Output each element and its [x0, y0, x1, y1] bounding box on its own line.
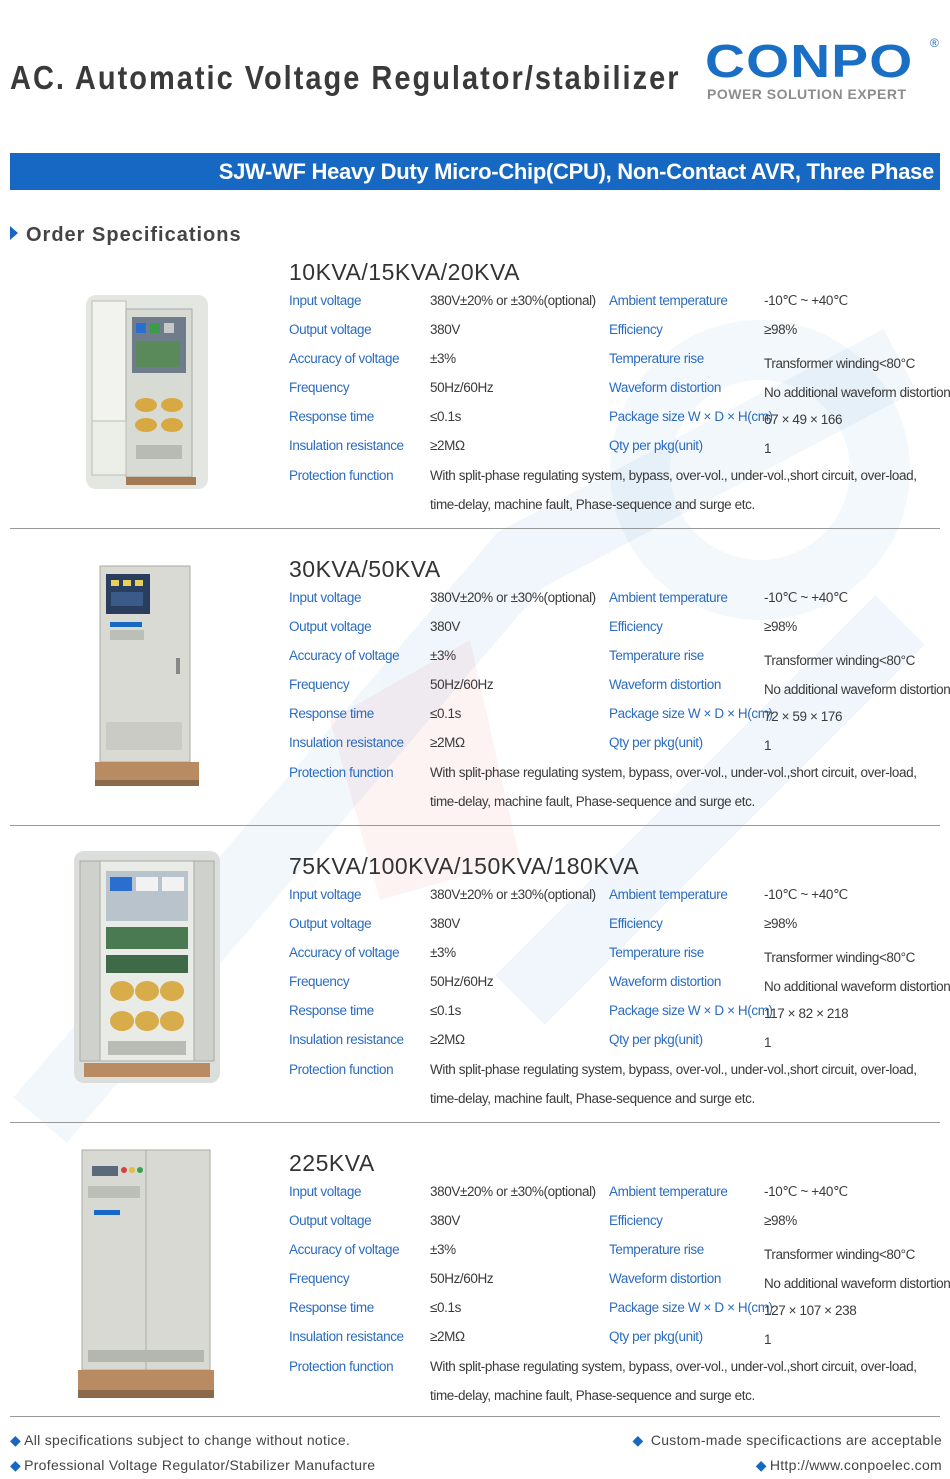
spec-value: 380V±20% or ±30%(optional): [430, 1184, 596, 1199]
spec-row: [0, 380, 950, 404]
spec-value-secondary: -10℃ ~ +40℃: [764, 887, 848, 902]
spec-value-secondary: -10℃ ~ +40℃: [764, 1184, 848, 1199]
spec-row: [0, 677, 950, 701]
protection-text: With split-phase regulating system, bypass, over-vol., under-vol.,short circuit, over-load,: [430, 1062, 917, 1077]
spec-label-secondary: Ambient temperature: [609, 1184, 728, 1199]
spec-value: 380V: [430, 916, 460, 931]
spec-label-secondary: Waveform distortion: [609, 974, 721, 989]
spec-value: ±3%: [430, 945, 456, 960]
spec-row: [0, 409, 950, 433]
footer-divider: [10, 1416, 940, 1417]
spec-value: ≤0.1s: [430, 706, 461, 721]
spec-label: Accuracy of voltage: [289, 945, 400, 960]
spec-value: 380V±20% or ±30%(optional): [430, 590, 596, 605]
spec-label: Output voltage: [289, 619, 372, 634]
spec-row: [0, 619, 950, 643]
spec-label: Response time: [289, 409, 374, 424]
spec-value-secondary: 72 × 59 × 176: [764, 709, 843, 724]
spec-value-secondary: Transformer winding<80°C: [764, 653, 915, 668]
spec-row: [0, 887, 950, 911]
spec-row: [0, 1032, 950, 1056]
spec-label: Response time: [289, 706, 374, 721]
logo-text: CONPO: [705, 35, 914, 87]
spec-row: [0, 706, 950, 730]
spec-label-secondary: Waveform distortion: [609, 1271, 721, 1286]
spec-row: [0, 1271, 950, 1295]
footer-note: [633, 1432, 942, 1449]
spec-value: ≤0.1s: [430, 1300, 461, 1315]
spec-label-secondary: Ambient temperature: [609, 293, 728, 308]
protection-text: With split-phase regulating system, bypass, over-vol., under-vol.,short circuit, over-load,: [430, 1359, 917, 1374]
protection-text: time-delay, machine fault, Phase-sequence and surge etc.: [430, 794, 755, 809]
spec-label: Input voltage: [289, 1184, 362, 1199]
spec-value-secondary: No additional waveform distortion: [764, 385, 950, 400]
spec-row: [0, 438, 950, 462]
spec-label-secondary: Waveform distortion: [609, 677, 721, 692]
spec-label: Insulation resistance: [289, 1329, 404, 1344]
spec-value: ≥2MΩ: [430, 1329, 465, 1344]
spec-label: Protection function: [289, 468, 394, 483]
spec-row: [0, 916, 950, 940]
spec-value: 380V±20% or ±30%(optional): [430, 293, 596, 308]
diamond-bullet-icon: ◆: [755, 1457, 767, 1473]
spec-row: [0, 351, 950, 375]
spec-value: 380V: [430, 619, 460, 634]
spec-value: 380V: [430, 1213, 460, 1228]
section-title: 75KVA/100KVA/150KVA/180KVA: [289, 853, 640, 879]
spec-value: 50Hz/60Hz: [430, 974, 494, 989]
spec-label: Response time: [289, 1003, 374, 1018]
logo-tagline: POWER SOLUTION EXPERT: [707, 86, 907, 102]
spec-label-secondary: Efficiency: [609, 1213, 663, 1228]
spec-label-secondary: Waveform distortion: [609, 380, 721, 395]
spec-label: Response time: [289, 1300, 374, 1315]
spec-value-secondary: 117 × 82 × 218: [764, 1006, 849, 1021]
spec-value-secondary: -10℃ ~ +40℃: [764, 590, 848, 605]
spec-row: [0, 648, 950, 672]
section-title: 30KVA/50KVA: [289, 556, 441, 582]
spec-value: 380V±20% or ±30%(optional): [430, 887, 596, 902]
page-title: AC. Automatic Voltage Regulator/stabilizer: [10, 60, 681, 97]
spec-value: ≤0.1s: [430, 1003, 461, 1018]
section-title: 225KVA: [289, 1150, 375, 1176]
spec-row: [0, 735, 950, 759]
spec-section-2: [0, 532, 950, 829]
spec-label-secondary: Package size W × D × H(cm): [609, 1003, 773, 1018]
spec-label: Insulation resistance: [289, 735, 404, 750]
spec-label: Input voltage: [289, 887, 362, 902]
spec-label: Protection function: [289, 1062, 394, 1077]
footer-note-text: Custom-made specificactions are acceptable: [650, 1432, 942, 1448]
spec-row: [0, 322, 950, 346]
website-url[interactable]: Http://www.conpoelec.com: [769, 1457, 942, 1473]
spec-value-secondary: No additional waveform distortion: [764, 1276, 950, 1291]
spec-label-secondary: Qty per pkg(unit): [609, 1329, 703, 1344]
spec-row: [0, 1003, 950, 1027]
spec-section-4: [0, 1126, 950, 1423]
section-divider: [10, 1122, 940, 1123]
spec-section-1: [0, 235, 950, 532]
spec-row: [0, 1184, 950, 1208]
brand-logo: [705, 36, 945, 102]
spec-row: [0, 1213, 950, 1237]
spec-label: Insulation resistance: [289, 438, 404, 453]
spec-label-secondary: Package size W × D × H(cm): [609, 706, 773, 721]
spec-value: 50Hz/60Hz: [430, 1271, 494, 1286]
spec-value: ±3%: [430, 351, 456, 366]
spec-label: Input voltage: [289, 590, 362, 605]
spec-label-secondary: Qty per pkg(unit): [609, 1032, 703, 1047]
spec-row: [0, 945, 950, 969]
spec-label: Protection function: [289, 765, 394, 780]
section-divider: [10, 528, 940, 529]
spec-value-secondary: 1: [764, 738, 772, 753]
spec-value-secondary: 1: [764, 1035, 772, 1050]
spec-value-secondary: Transformer winding<80°C: [764, 356, 915, 371]
spec-label-secondary: Temperature rise: [609, 351, 704, 366]
protection-text: With split-phase regulating system, bypass, over-vol., under-vol.,short circuit, over-load,: [430, 765, 917, 780]
spec-label: Insulation resistance: [289, 1032, 404, 1047]
protection-text: time-delay, machine fault, Phase-sequence and surge etc.: [430, 1388, 755, 1403]
spec-value-secondary: ≥98%: [764, 619, 797, 634]
spec-label: Accuracy of voltage: [289, 1242, 400, 1257]
protection-text: With split-phase regulating system, bypass, over-vol., under-vol.,short circuit, over-load,: [430, 468, 917, 483]
spec-label: Accuracy of voltage: [289, 351, 400, 366]
section-title: 10KVA/15KVA/20KVA: [289, 259, 520, 285]
spec-label-secondary: Qty per pkg(unit): [609, 735, 703, 750]
spec-value-secondary: Transformer winding<80°C: [764, 950, 915, 965]
spec-label: Frequency: [289, 974, 350, 989]
spec-label-secondary: Qty per pkg(unit): [609, 438, 703, 453]
spec-value-secondary: Transformer winding<80°C: [764, 1247, 915, 1262]
diamond-bullet-icon: ◆: [10, 1457, 22, 1473]
spec-label-secondary: Ambient temperature: [609, 590, 728, 605]
spec-value: ≤0.1s: [430, 409, 461, 424]
spec-value: 50Hz/60Hz: [430, 677, 494, 692]
spec-value-secondary: 67 × 49 × 166: [764, 412, 843, 427]
footer-note: [10, 1432, 350, 1449]
spec-value: ±3%: [430, 1242, 456, 1257]
spec-label-secondary: Package size W × D × H(cm): [609, 1300, 773, 1315]
spec-value-secondary: ≥98%: [764, 1213, 797, 1228]
footer-note: [10, 1457, 375, 1474]
spec-value-secondary: No additional waveform distortion: [764, 682, 950, 697]
diamond-bullet-icon: ◆: [10, 1432, 22, 1448]
spec-label-secondary: Temperature rise: [609, 648, 704, 663]
spec-value: ≥2MΩ: [430, 438, 465, 453]
spec-value-secondary: ≥98%: [764, 916, 797, 931]
section-divider: [10, 825, 940, 826]
protection-text: time-delay, machine fault, Phase-sequence and surge etc.: [430, 1091, 755, 1106]
spec-row: [0, 1329, 950, 1353]
diamond-bullet-icon: ◆: [632, 1432, 644, 1448]
spec-section-3: [0, 829, 950, 1126]
spec-label-secondary: Package size W × D × H(cm): [609, 409, 773, 424]
spec-label: Accuracy of voltage: [289, 648, 400, 663]
protection-text: time-delay, machine fault, Phase-sequence and surge etc.: [430, 497, 755, 512]
spec-label-secondary: Efficiency: [609, 916, 663, 931]
banner-title: SJW-WF Heavy Duty Micro-Chip(CPU), Non-Contact AVR, Three Phase: [218, 159, 934, 184]
spec-value: ≥2MΩ: [430, 1032, 465, 1047]
spec-value: ≥2MΩ: [430, 735, 465, 750]
spec-value-secondary: 127 × 107 × 238: [764, 1303, 857, 1318]
spec-label-secondary: Temperature rise: [609, 1242, 704, 1257]
spec-label-secondary: Temperature rise: [609, 945, 704, 960]
spec-row: [0, 590, 950, 614]
spec-label: Input voltage: [289, 293, 362, 308]
spec-row: [0, 293, 950, 317]
spec-row: [0, 1242, 950, 1266]
spec-label: Output voltage: [289, 916, 372, 931]
spec-value-secondary: -10℃ ~ +40℃: [764, 293, 848, 308]
footer-note-text: Professional Voltage Regulator/Stabilizer Manufacture: [24, 1457, 376, 1473]
spec-label-secondary: Efficiency: [609, 619, 663, 634]
spec-label-secondary: Efficiency: [609, 322, 663, 337]
spec-label: Output voltage: [289, 1213, 372, 1228]
spec-value: ±3%: [430, 648, 456, 663]
spec-value: 380V: [430, 322, 460, 337]
footer-website-link[interactable]: [756, 1457, 942, 1474]
spec-label-secondary: Ambient temperature: [609, 887, 728, 902]
spec-value-secondary: No additional waveform distortion: [764, 979, 950, 994]
footer-note-text: All specifications subject to change without notice.: [24, 1432, 351, 1448]
spec-value-secondary: 1: [764, 1332, 772, 1347]
registered-mark: ®: [930, 36, 939, 50]
product-banner: [10, 153, 940, 190]
spec-value: 50Hz/60Hz: [430, 380, 494, 395]
spec-row: [0, 1300, 950, 1324]
order-heading-text: Order Specifications: [26, 224, 242, 246]
spec-label: Frequency: [289, 1271, 350, 1286]
spec-row: [0, 974, 950, 998]
spec-value-secondary: 1: [764, 441, 772, 456]
spec-label: Protection function: [289, 1359, 394, 1374]
spec-label: Output voltage: [289, 322, 372, 337]
spec-label: Frequency: [289, 677, 350, 692]
spec-label: Frequency: [289, 380, 350, 395]
spec-value-secondary: ≥98%: [764, 322, 797, 337]
